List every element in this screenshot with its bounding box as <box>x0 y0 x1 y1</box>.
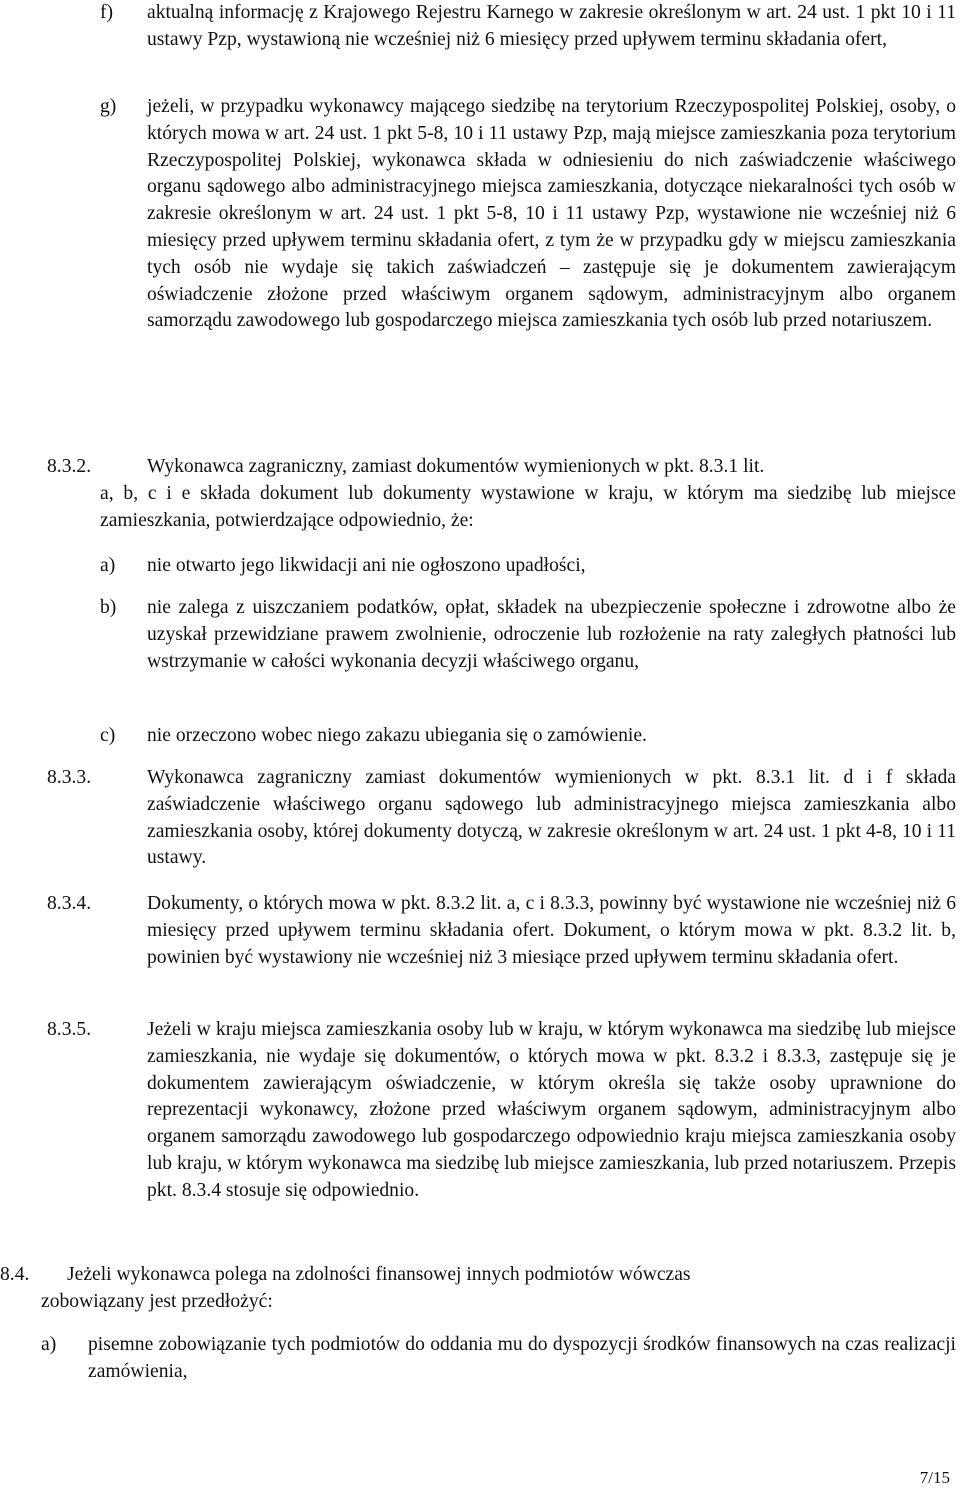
item-text: jeżeli, w przypadku wykonawcy mającego siedzibę na terytorium Rzeczypospolitej Polskiej, osoby, o których mowa w art. 24 ust. 1 pkt 5-8, 10 i 11 ustawy Pzp, mają miejsce zamieszkania poza terytorium Rzeczypospolitej Polskiej, wykonawca składa w odniesieniu do nich zaświadczenie właściwego organu sądowego albo administracyjnego miejsca zamieszkania, dotyczące niekaralności tych osób w zakresie określonym w art. 24 ust. 1 pkt 5-8, 10 i 11 ustawy Pzp, wystawione nie wcześniej niż 6 miesięcy przed upływem terminu składania ofert, z tym że w przypadku gdy w miejscu zamieszkania tych osób nie wydaje się takich zaświadczeń – zastępuje się je dokumentem zawierającym oświadczenie złożone przed właściwym organem sądowym, administracyjnym albo organem samorządu zawodowego lub gospodarczego miejsca zamieszkania tych osób lub przed notariuszem. <box>147 96 956 332</box>
section-text: Jeżeli w kraju miejsca zamieszkania osoby lub w kraju, w którym wykonawca ma siedzibę lub miejsce zamieszkania, nie wydaje się dokumentów, o których mowa w pkt. 8.3.2 i 8.3.3, zastępuje się je dokumentem zawierającym oświadczenie, w którym określa się także osoby uprawnione do reprezentacji wykonawcy, złożone przed właściwym organem sądowym, administracyjnym albo organem samorządu zawodowego lub gospodarczego odpowiednio kraju miejsca zamieszkania osoby lub kraju, w którym wykonawca ma siedzibę lub miejsce zamieszkania, lub przed notariuszem. Przepis pkt. 8.3.4 stosuje się odpowiednio. <box>147 1019 956 1201</box>
list-item-a-financial <box>41 1332 956 1386</box>
section-8-4 <box>0 1262 956 1289</box>
list-item-f <box>100 0 956 54</box>
item-label: c) <box>100 725 116 746</box>
section-8-3-5 <box>47 1017 956 1205</box>
section-number: 8.3.2. <box>47 456 92 477</box>
section-text: Dokumenty, o których mowa w pkt. 8.3.2 lit. a, c i 8.3.3, powinny być wystawione nie wcześniej niż 6 miesięcy przed upływem terminu składania ofert. Dokument, o którym mowa w pkt. 8.3.2 lit. b, powinien być wystawiony nie wcześniej niż 3 miesiące przed upływem terminu składania ofert. <box>147 893 956 968</box>
item-label: g) <box>100 96 117 117</box>
section-8-3-4 <box>47 891 956 971</box>
list-item-a <box>100 553 956 580</box>
item-text: nie orzeczono wobec niego zakazu ubiegania się o zamówienie. <box>147 725 647 746</box>
list-item-b <box>100 595 956 675</box>
item-text: nie zalega z uiszczaniem podatków, opłat, składek na ubezpieczenie społeczne i zdrowotne albo że uzyskał przewidziane prawem zwolnienie, odroczenie lub rozłożenie na raty zaległych płatności lub wstrzymanie w całości wykonania decyzji właściwego organu, <box>147 597 956 672</box>
item-text: aktualną informację z Krajowego Rejestru Karnego w zakresie określonym w art. 24 ust. 1 pkt 10 i 11 ustawy Pzp, wystawioną nie wcześniej niż 6 miesięcy przed upływem terminu składania ofert, <box>147 2 956 50</box>
item-label: a) <box>100 555 116 576</box>
page-number: 7/15 <box>919 1468 950 1487</box>
section-8-3-3 <box>47 765 956 872</box>
item-text: pisemne zobowiązanie tych podmiotów do oddania mu do dyspozycji środków finansowych na czas realizacji zamówienia, <box>88 1334 956 1382</box>
item-label: b) <box>100 597 117 618</box>
list-item-g <box>100 94 956 335</box>
item-label: a) <box>41 1334 57 1355</box>
section-8-3-2 <box>47 454 956 481</box>
list-item-c <box>100 723 956 750</box>
section-number: 8.3.5. <box>47 1019 92 1040</box>
section-number: 8.4. <box>0 1264 30 1285</box>
section-text: Wykonawca zagraniczny zamiast dokumentów wymienionych w pkt. 8.3.1 lit. d i f składa zaświadczenie właściwego organu sądowego lub administracyjnego miejsca zamieszkania albo zamieszkania osoby, której dokumenty dotyczą, w zakresie określonym w art. 24 ust. 1 pkt 4-8, 10 i 11 ustawy. <box>147 767 956 869</box>
section-8-4-continuation: zobowiązany jest przedłożyć: <box>41 1291 273 1312</box>
item-label: f) <box>100 2 114 23</box>
section-8-3-2-continuation: a, b, c i e składa dokument lub dokumenty wystawione w kraju, w którym ma siedzibę lub miejsce zamieszkania, potwierdzające odpowiednio, że: <box>100 483 956 531</box>
section-number: 8.3.4. <box>47 893 92 914</box>
section-text: Wykonawca zagraniczny, zamiast dokumentów wymienionych w pkt. 8.3.1 lit. <box>147 456 765 477</box>
section-number: 8.3.3. <box>47 767 92 788</box>
section-text: Jeżeli wykonawca polega na zdolności finansowej innych podmiotów wówczas <box>67 1264 691 1285</box>
item-text: nie otwarto jego likwidacji ani nie ogłoszono upadłości, <box>147 555 586 576</box>
